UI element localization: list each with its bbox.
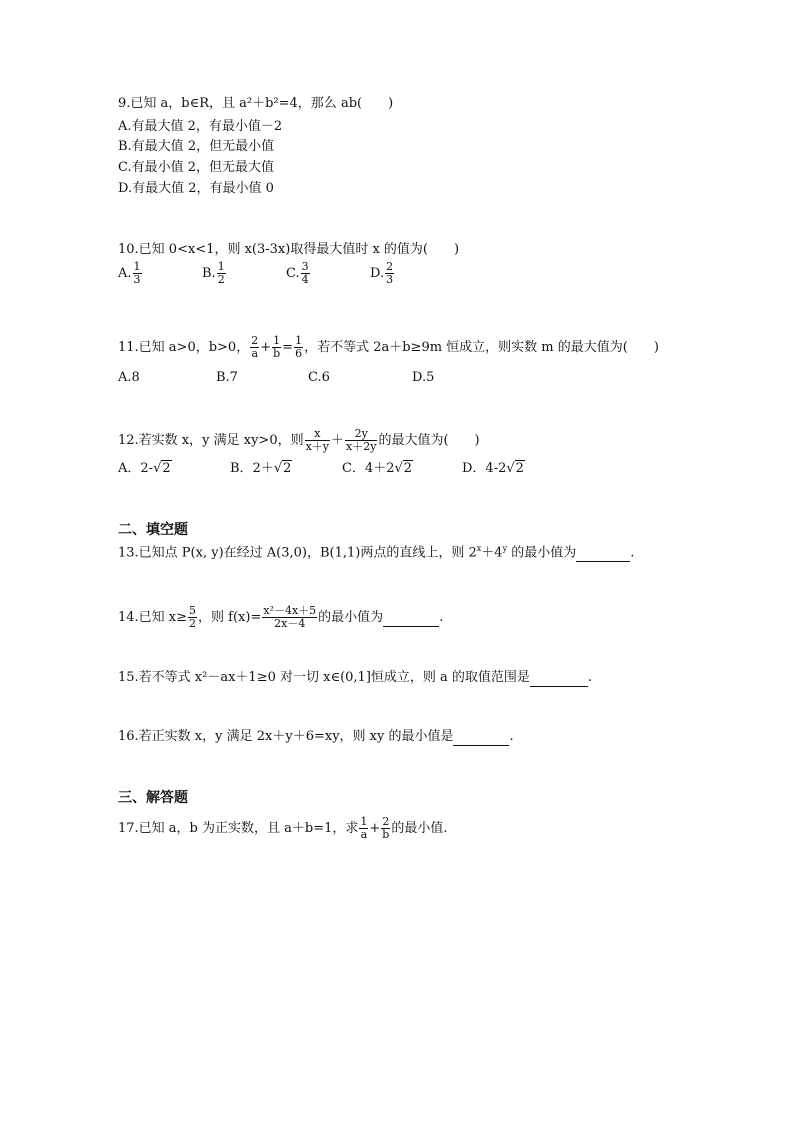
option-b: B．2＋√2	[230, 461, 292, 476]
question-16: 16.若正实数 x，y 满足 2x＋y＋6=xy，则 xy 的最小值是 .	[118, 729, 514, 744]
question-11-options	[118, 370, 434, 386]
question-9-stem: 9.已知 a，b∈R，且 a²＋b²=4，那么 ab( )	[118, 96, 394, 111]
option-a: A．2-√2	[118, 461, 171, 476]
question-12-stem: 12.若实数 x，y 满足 xy>0，则 $\frac{x}{x+y}$ ＋ $\frac{2y}{x+2y}$ 的最大值为( )	[118, 427, 480, 453]
option-c: C.6	[308, 370, 330, 385]
option-d: D. $\frac{2}{3}$	[370, 260, 394, 286]
question-14: 14.已知 x≥ $\frac{5}{2}$ ，则 f(x)= $\frac{\text{x²－4x＋5}}{2x-4}$ 的最小值为 .	[118, 604, 444, 630]
question-11-stem: 11.已知 a>0，b>0， $\frac{2}{a}$ + $\frac{1}{b}$ = $\frac{1}{6}$ ，若不等式 2a＋b≥9m 恒成立，则实数 m 的最大值为( )	[118, 334, 659, 360]
section-heading-fill-blank: 二、填空题	[118, 522, 188, 538]
question-9-option-c: C.有最小值 2，但无最大值	[118, 160, 275, 175]
section-heading-solution: 三、解答题	[118, 790, 188, 806]
question-15: 15.若不等式 x²－ax＋1≥0 对一切 x∈(0,1]恒成立，则 a 的取值范围是 .	[118, 670, 593, 685]
question-17: 17.已知 a，b 为正实数，且 a＋b=1，求 $\frac{1}{a}$ + $\frac{2}{b}$ 的最小值.	[118, 815, 448, 841]
question-10-stem: 10.已知 0<x<1，则 x(3-3x)取得最大值时 x 的值为( )	[118, 242, 460, 257]
option-a: A.8	[118, 370, 140, 385]
option-a: A. $\frac{1}{3}$	[118, 260, 141, 286]
question-9-option-a: A.有最大值 2，有最小值－2	[118, 119, 283, 134]
question-9-option-d: D.有最大值 2，有最小值 0	[118, 181, 274, 196]
answer-blank	[453, 729, 509, 746]
answer-blank	[383, 610, 439, 627]
answer-blank	[530, 670, 588, 687]
option-b: B. $\frac{1}{2}$	[202, 260, 225, 286]
question-12-options	[118, 461, 525, 477]
answer-blank	[576, 545, 630, 562]
question-13: 13.已知点 P(x, y)在经过 A(3,0)，B(1,1)两点的直线上，则 $2^x+4^y$ 的最小值为 .	[118, 544, 635, 561]
question-10-options	[118, 261, 395, 286]
question-9-option-b: B.有最大值 2，但无最小值	[118, 139, 275, 154]
option-c: C．4＋2√2	[342, 461, 413, 476]
option-d: D.5	[412, 370, 435, 385]
option-c: C. $\frac{3}{4}$	[286, 260, 309, 286]
option-b: B.7	[216, 370, 238, 385]
option-d: D．4-2√2	[462, 461, 524, 476]
